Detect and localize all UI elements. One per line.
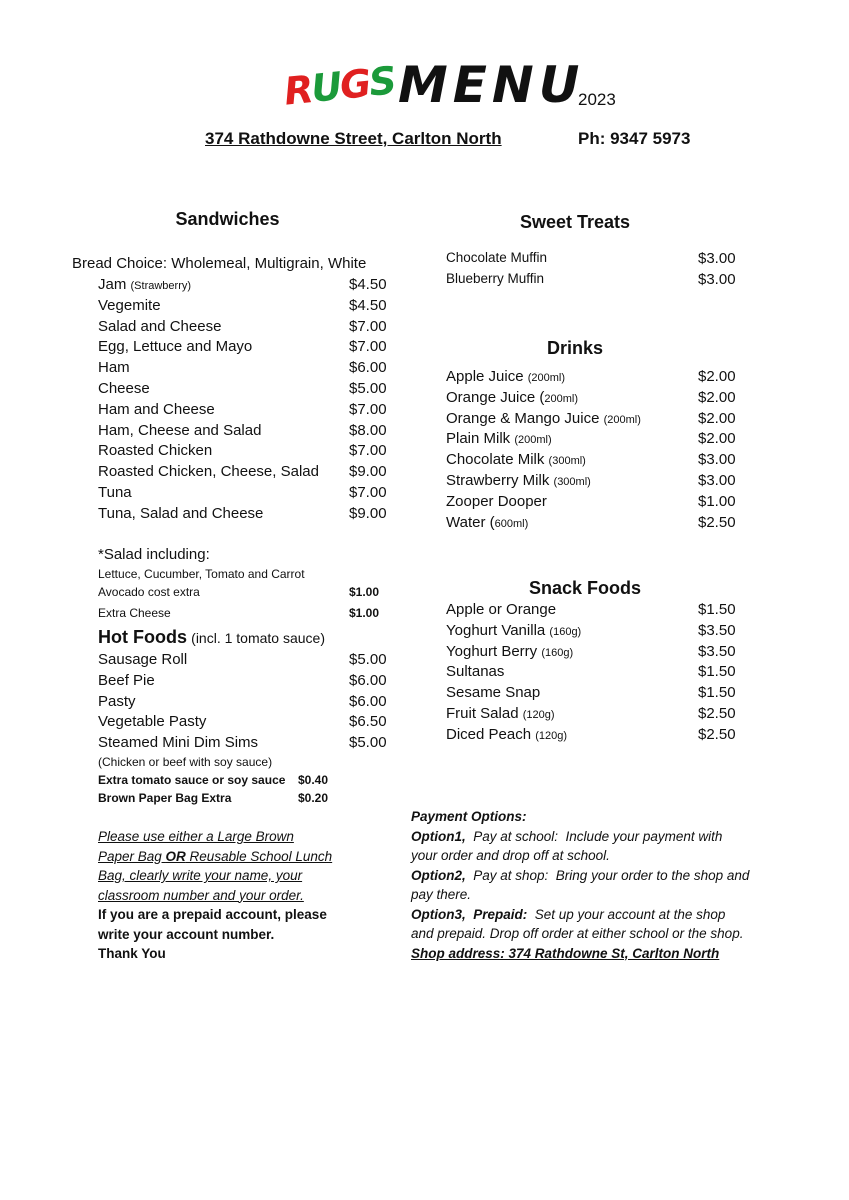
hot-food-item	[98, 734, 258, 751]
drink-item-name: Zooper Dooper	[446, 492, 547, 510]
sandwiches-heading: Sandwiches	[175, 209, 280, 229]
sweet-treat-item	[446, 250, 547, 265]
sandwich-item-name: Roasted Chicken	[98, 442, 213, 460]
dim-sim-note: (Chicken or beef with soy sauce)	[98, 755, 273, 769]
hot-food-item	[98, 672, 155, 689]
sandwich-item-price: $8.00	[349, 421, 387, 439]
hot-food-item-price: $6.00	[349, 671, 387, 689]
snack-item	[446, 705, 555, 722]
sandwich-item-price: $4.50	[349, 276, 387, 293]
sweet-treat-item-name: Blueberry Muffin	[446, 271, 545, 286]
option-2-text: Pay at shop: Bring your order to the shop and pay there.	[411, 867, 754, 902]
sandwich-item	[98, 484, 132, 501]
option-3-label: Option3, Prepaid:	[411, 906, 528, 922]
instructions-line-6: write your account number.	[98, 926, 275, 942]
hot-food-item	[98, 713, 206, 730]
hot-food-item	[98, 651, 187, 668]
payment-shop-address: Shop address: 374 Rathdowne St, Carlton North	[411, 945, 720, 961]
drink-item-price: $1.00	[698, 492, 736, 510]
menu-title: MENU	[398, 56, 585, 114]
drink-item-name: Apple Juice	[446, 368, 524, 385]
sandwich-item	[98, 505, 263, 522]
snack-item-name: Diced Peach	[446, 725, 532, 743]
snack-item-price: $2.50	[698, 705, 736, 722]
snack-item	[446, 663, 504, 680]
sandwich-item-price: $7.00	[349, 317, 387, 335]
snack-item	[446, 726, 567, 743]
drink-item-name: Water (	[446, 513, 495, 531]
sauce-extra-price: $0.40	[298, 773, 329, 787]
avocado-extra: Avocado cost extra	[98, 585, 200, 599]
menu-year: 2023	[578, 90, 616, 109]
payment-option-2	[411, 866, 754, 905]
drink-item	[446, 514, 528, 531]
snack-item-size: (160g)	[541, 646, 574, 659]
drink-item-size: (200ml)	[603, 413, 641, 426]
sandwich-item	[98, 442, 212, 459]
hot-food-item-price: $6.50	[349, 713, 387, 731]
snack-item-price: $1.50	[698, 684, 736, 702]
drink-item-price: $2.00	[698, 430, 736, 448]
sandwich-item-price: $9.00	[349, 504, 387, 522]
hot-food-item-name: Steamed Mini Dim Sims	[98, 734, 259, 752]
snack-item-name: Yoghurt Vanilla	[446, 621, 546, 639]
salad-detail: Lettuce, Cucumber, Tomato and Carrot	[98, 567, 305, 581]
instructions-thank-you: Thank You	[98, 946, 166, 961]
phone-number: Ph: 9347 5973	[578, 129, 691, 148]
sandwich-item	[98, 463, 319, 480]
sandwich-item-name: Egg, Lettuce and Mayo	[98, 338, 253, 356]
snack-item-size: (120g)	[535, 729, 568, 742]
sandwich-item-price: $5.00	[349, 380, 387, 397]
snack-item	[446, 643, 573, 660]
snack-item-price: $1.50	[698, 601, 736, 618]
sweet-treat-item-price: $3.00	[698, 250, 736, 267]
sweet-treats-heading: Sweet Treats	[519, 212, 631, 232]
sandwich-item-name: Tuna	[98, 484, 132, 501]
sweet-treat-item	[446, 271, 544, 286]
sandwich-item-price: $7.00	[349, 442, 387, 460]
payment-title: Payment Options:	[411, 809, 527, 824]
address-text: 374 Rathdowne Street, Carlton North	[205, 129, 502, 148]
sandwich-item-name: Vegemite	[98, 296, 161, 314]
shop-address-header	[205, 129, 695, 149]
hot-food-item-price: $6.00	[349, 692, 387, 710]
drink-item-name: Strawberry Milk	[446, 472, 550, 489]
sandwich-item-price: $4.50	[349, 296, 387, 314]
sandwich-item-name: Ham, Cheese and Salad	[98, 421, 262, 439]
instructions-line-2c: Reusable School Lunch	[185, 848, 333, 864]
drink-item-size: (200ml)	[527, 372, 566, 384]
hot-foods-heading	[98, 627, 325, 648]
order-instructions	[98, 827, 358, 964]
payment-option-1	[411, 827, 751, 866]
drink-item	[446, 451, 586, 468]
sandwich-item	[98, 401, 215, 418]
drink-item	[446, 493, 547, 510]
snack-item-name: Yoghurt Berry	[446, 642, 538, 660]
snack-item-size: (120g)	[522, 709, 555, 721]
payment-options	[411, 807, 754, 963]
hot-food-item-price: $5.00	[349, 734, 387, 752]
drink-item-price: $2.50	[698, 513, 736, 531]
instructions-or: OR	[165, 848, 186, 864]
sandwich-item-price: $7.00	[349, 484, 387, 501]
snack-item-name: Sesame Snap	[446, 684, 541, 702]
sandwich-item-name: Tuna, Salad and Cheese	[98, 504, 264, 522]
drink-item-name: Chocolate Milk	[446, 451, 545, 469]
sandwich-item-price: $9.00	[349, 463, 387, 481]
hot-food-item-name: Beef Pie	[98, 671, 155, 689]
hot-foods-subtitle: (incl. 1 tomato sauce)	[191, 630, 325, 646]
sweet-treat-item-price: $3.00	[698, 271, 736, 288]
snack-item-size: (160g)	[549, 625, 582, 638]
snack-item	[446, 601, 556, 618]
sandwich-item	[98, 318, 221, 335]
drink-item-price: $2.00	[698, 409, 736, 427]
sandwich-item-name: Cheese	[98, 380, 150, 397]
drink-item-size: 600ml)	[494, 517, 529, 530]
drink-item	[446, 410, 641, 427]
drink-item	[446, 389, 578, 406]
sandwich-item-name: Jam	[98, 276, 127, 293]
sandwich-item	[98, 276, 191, 293]
cheese-extra: Extra Cheese	[98, 606, 171, 620]
drink-item-size: (300ml)	[548, 455, 586, 468]
drink-item	[446, 430, 552, 447]
drinks-heading: Drinks	[546, 338, 604, 358]
drink-item-price: $3.00	[698, 472, 736, 489]
drink-item-price: $3.00	[698, 451, 736, 469]
drink-item-name: Plain Milk	[446, 430, 511, 448]
option-1-label: Option1,	[411, 828, 466, 844]
instructions-line-4: classroom number and your order.	[98, 887, 304, 903]
avocado-extra-price: $1.00	[349, 585, 380, 599]
sweet-treat-item-name: Chocolate Muffin	[446, 250, 548, 265]
drink-item-name: Orange Juice (	[446, 388, 545, 406]
sandwich-item-name: Ham	[98, 359, 130, 377]
sandwich-item	[98, 297, 161, 314]
sauce-extra: Extra tomato sauce or soy sauce	[98, 773, 286, 787]
instructions-line-2	[98, 847, 358, 867]
snack-item-price: $1.50	[698, 663, 736, 681]
sandwich-item	[98, 359, 130, 376]
snack-item	[446, 684, 540, 701]
snack-item-name: Apple or Orange	[446, 601, 557, 618]
rugs-logo: RUGS	[282, 58, 397, 114]
hot-food-item-price: $5.00	[349, 651, 387, 668]
instructions-line-1: Please use either a Large Brown	[98, 829, 294, 844]
snack-item-price: $2.50	[698, 725, 736, 743]
option-2-label: Option2,	[411, 867, 466, 883]
sandwich-item-size: (Strawberry)	[130, 280, 192, 292]
bread-choice: Bread Choice: Wholemeal, Multigrain, White	[72, 255, 367, 272]
drink-item-price: $2.00	[698, 388, 736, 406]
sandwich-item-price: $7.00	[349, 338, 387, 356]
payment-option-3	[411, 905, 751, 944]
drink-item-size: (300ml)	[553, 476, 591, 488]
hot-foods-title: Hot Foods	[98, 627, 187, 647]
snack-item-price: $3.50	[698, 621, 736, 639]
drink-item-price: $2.00	[698, 368, 736, 385]
option-3-text: Set up your account at the shop and prepaid. Drop off order at either school or the shop.	[411, 906, 744, 941]
hot-food-item-name: Sausage Roll	[98, 651, 188, 668]
drink-item-size: (200ml)	[514, 434, 552, 447]
snack-item-name: Fruit Salad	[446, 705, 519, 722]
instructions-line-2a: Paper Bag	[98, 848, 166, 864]
snack-item-price: $3.50	[698, 642, 736, 660]
drink-item-size: 200ml)	[544, 392, 579, 405]
hot-food-item-name: Vegetable Pasty	[98, 713, 207, 731]
bag-extra: Brown Paper Bag Extra	[98, 791, 232, 805]
option-1-text: Pay at school: Include your payment with your order and drop off at school.	[411, 828, 727, 863]
sandwich-item-name: Roasted Chicken, Cheese, Salad	[98, 463, 319, 481]
sandwich-item	[98, 380, 150, 397]
sandwich-item-name: Ham and Cheese	[98, 400, 215, 418]
sandwich-item-price: $7.00	[349, 400, 387, 418]
drink-item	[446, 368, 565, 385]
sandwich-item-price: $6.00	[349, 359, 387, 377]
hot-food-item	[98, 693, 136, 710]
instructions-line-3: Bag, clearly write your name, your	[98, 868, 303, 883]
sandwich-item-name: Salad and Cheese	[98, 317, 222, 335]
drink-item	[446, 472, 591, 489]
snack-item-name: Sultanas	[446, 663, 505, 681]
sandwich-item	[98, 338, 252, 355]
drink-item-name: Orange & Mango Juice	[446, 409, 600, 427]
hot-food-item-name: Pasty	[98, 692, 136, 710]
bag-extra-price: $0.20	[298, 791, 329, 805]
instructions-line-5: If you are a prepaid account, please	[98, 907, 327, 922]
sandwich-item	[98, 422, 261, 439]
cheese-extra-price: $1.00	[349, 606, 380, 620]
salad-heading: *Salad including:	[98, 546, 210, 563]
snack-item	[446, 622, 581, 639]
snack-foods-heading: Snack Foods	[528, 578, 642, 598]
